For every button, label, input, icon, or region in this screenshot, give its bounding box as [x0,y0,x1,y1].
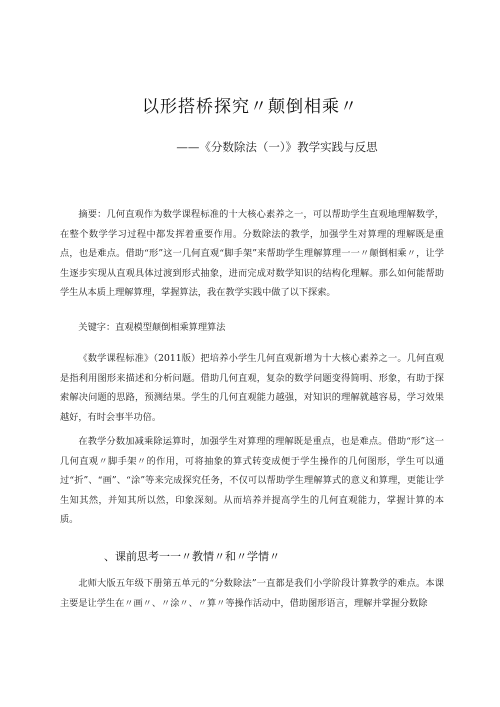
keywords-line: 关键字：直观模型颠倒相乘算理算法 [78,322,226,333]
body-paragraph-3: 北师大版五年级下册第五单元的“分数除法”一直都是我们小学阶段计算教学的难点。本课主要是让学生在〃画〃、〃涂〃、〃算〃等操作活动中，借助图形语言，理解并掌握分数除 [60,578,444,609]
abstract-paragraph: 摘要：几何直观作为数学课程标准的十大核心素养之一，可以帮助学生直观地理解数学，在整个数学学习过程中都发挥着重要作用。分数除法的教学，加强学生对算理的理解既是重点，也是难点。借助“形”这一几何直观“脚手架”来帮助学生理解算理一一〃颠倒相乘〃，让学生逐步实现从直观具体过渡到形式抽象，进而完成对数学知识的结构化理解。那么如何能帮助学生从本质上理解算理，掌握算法，我在教学实践中做了以下探索。 [60,209,444,298]
body-paragraph-2: 在教学分数加减乘除运算时，加强学生对算理的理解既是重点，也是难点。借助“形”这一几何直观〃脚手架〃的作用，可将抽象的算式转变成便于学生操作的几何图形，学生可以通过“折”、“画”、“涂”等来完成探究任务，不仅可以帮助学生理解算式的意义和算理，更能让学生知其然，并知其所以然，印象深刻。从而培养并提高学生的几何直观能力，掌握计算的本质。 [60,436,444,525]
section-heading: 、课前思考一一〃教情〃和〃学情〃 [104,550,280,563]
body-paragraph-1: 《数学课程标准》（2011版）把培养小学生几何直观新增为十大核心素养之一。几何直观是指利用图形来描述和分析问题。借助几何直观，复杂的数学问题变得简明、形象，有助于探索解决问题的思路，预测结果。学生的几何直观能力越强，对知识的理解就越容易，学习效果越好，有时会事半功倍。 [60,353,444,423]
document-title: 以形搭桥探究〃颠倒相乘〃 [142,97,358,117]
document-subtitle: ——《分数除法（一）》教学实践与反思 [176,140,378,154]
